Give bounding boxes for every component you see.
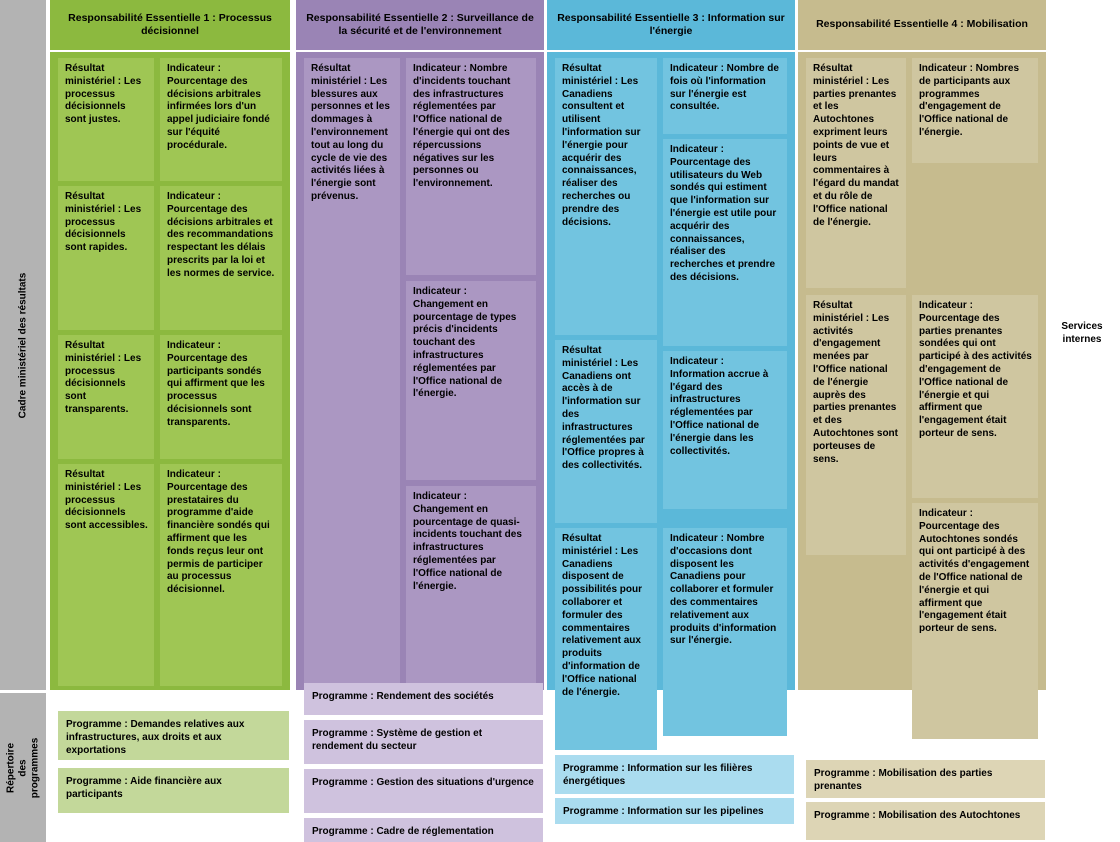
left-label-programs-text: Répertoire des programmes bbox=[5, 737, 41, 798]
indicator-box: Indicateur : Pourcentage des parties prenantes sondées qui ont participé à des activités d'engagement de l'Office national de l'énergie et qui affirment que l'engagement était porteur de sens. bbox=[912, 295, 1038, 498]
indicator-box: Indicateur : Nombre d'occasions dont disposent les Canadiens pour collaborer et formuler des commentaires relativement aux produits d'information sur l'énergie. bbox=[663, 528, 787, 736]
left-label-results bbox=[0, 0, 46, 690]
indicator-box: Indicateur : Changement en pourcentage de types précis d'incidents touchant des infrastructures réglementées par l'Office national de l'énergie. bbox=[406, 281, 536, 480]
indicator-box: Indicateur : Nombre de fois où l'information sur l'énergie est consultée. bbox=[663, 58, 787, 134]
program-box: Programme : Information sur les filières énergétiques bbox=[555, 755, 794, 794]
indicator-box: Indicateur : Information accrue à l'égard des infrastructures réglementées par l'Office national de l'énergie dans les collectivités. bbox=[663, 351, 787, 509]
program-box: Programme : Système de gestion et rendement du secteur bbox=[304, 720, 543, 764]
result-box: Résultat ministériel : Les processus décisionnels sont rapides. bbox=[58, 186, 154, 330]
right-label-internal-services: Services internes bbox=[1061, 321, 1103, 345]
program-box: Programme : Information sur les pipelines bbox=[555, 798, 794, 824]
program-box: Programme : Rendement des sociétés bbox=[304, 683, 543, 715]
column-responsibility-4 bbox=[798, 0, 1046, 842]
indicator-box: Indicateur : Pourcentage des décisions arbitrales et des recommandations respectant les délais prescrits par la loi et les normes de service. bbox=[160, 186, 282, 330]
indicator-box: Indicateur : Changement en pourcentage de quasi-incidents touchant des infrastructures réglementées par l'Office national de l'énergie. bbox=[406, 486, 536, 686]
program-box: Programme : Mobilisation des Autochtones bbox=[806, 802, 1045, 840]
indicator-box: Indicateur : Pourcentage des décisions arbitrales infirmées lors d'un appel judiciaire fondé sur l'équité procédurale. bbox=[160, 58, 282, 181]
left-label-programs bbox=[0, 693, 46, 842]
program-box: Programme : Cadre de réglementation bbox=[304, 818, 543, 842]
column-4-header: Responsabilité Essentielle 4 : Mobilisation bbox=[798, 0, 1046, 50]
program-box: Programme : Demandes relatives aux infrastructures, aux droits et aux exportations bbox=[58, 711, 289, 760]
indicator-box: Indicateur : Pourcentage des prestataires du programme d'aide financière sondés qui affirment que les fonds reçus leur ont permis de participer au processus décisionnel. bbox=[160, 464, 282, 686]
column-responsibility-2 bbox=[296, 0, 544, 842]
indicator-box: Indicateur : Pourcentage des Autochtones sondés qui ont participé à des activités d'engagement de l'Office national de l'énergie et qui affirment que l'engagement était porteur de sens. bbox=[912, 503, 1038, 739]
result-box: Résultat ministériel : Les blessures aux personnes et les dommages à l'environnement tout au long du cycle de vie des activités liées à l'énergie sont prévenus. bbox=[304, 58, 400, 686]
indicator-box: Indicateur : Pourcentage des participants sondés qui affirment que les processus décisionnels sont transparents. bbox=[160, 335, 282, 459]
column-responsibility-1 bbox=[50, 0, 290, 842]
result-box: Résultat ministériel : Les parties prenantes et les Autochtones expriment leurs points de vue et leurs commentaires à l'égard du mandat et du rôle de l'Office national de l'énergie. bbox=[806, 58, 906, 288]
indicator-box: Indicateur : Nombre d'incidents touchant des infrastructures réglementées par l'Office national de l'énergie qui ont des répercussions négatives sur les personnes ou l'environnement. bbox=[406, 58, 536, 275]
program-box: Programme : Mobilisation des parties prenantes bbox=[806, 760, 1045, 798]
result-box: Résultat ministériel : Les Canadiens consultent et utilisent l'information sur l'énergie pour acquérir des connaissances, réaliser des recherches ou prendre des décisions. bbox=[555, 58, 657, 335]
result-box: Résultat ministériel : Les processus décisionnels sont accessibles. bbox=[58, 464, 154, 686]
indicator-box: Indicateur : Nombres de participants aux programmes d'engagement de l'Office national de l'énergie. bbox=[912, 58, 1038, 163]
result-box: Résultat ministériel : Les Canadiens disposent de possibilités pour collaborer et formuler des commentaires relativement aux produits d'information de l'Office national de l'énergie. bbox=[555, 528, 657, 750]
column-responsibility-3 bbox=[547, 0, 795, 842]
column-3-header: Responsabilité Essentielle 3 : Information sur l'énergie bbox=[547, 0, 795, 50]
result-box: Résultat ministériel : Les processus décisionnels sont transparents. bbox=[58, 335, 154, 459]
left-label-results-text: Cadre ministériel des résultats bbox=[17, 272, 29, 418]
indicator-box: Indicateur : Pourcentage des utilisateurs du Web sondés qui estiment que l'information sur l'énergie est utile pour acquérir des connaissances, réaliser des recherches et prendre des décisions. bbox=[663, 139, 787, 346]
column-1-header: Responsabilité Essentielle 1 : Processus décisionnel bbox=[50, 0, 290, 50]
program-box: Programme : Gestion des situations d'urgence bbox=[304, 769, 543, 813]
result-box: Résultat ministériel : Les Canadiens ont accès à de l'information sur des infrastructures réglementées par l'Office propres à des collectivités. bbox=[555, 340, 657, 523]
column-2-header: Responsabilité Essentielle 2 : Surveillance de la sécurité et de l'environnement bbox=[296, 0, 544, 50]
result-box: Résultat ministériel : Les processus décisionnels sont justes. bbox=[58, 58, 154, 181]
program-box: Programme : Aide financière aux participants bbox=[58, 768, 289, 813]
result-box: Résultat ministériel : Les activités d'engagement menées par l'Office national de l'énergie auprès des parties prenantes et des Autochtones sont porteuses de sens. bbox=[806, 295, 906, 555]
